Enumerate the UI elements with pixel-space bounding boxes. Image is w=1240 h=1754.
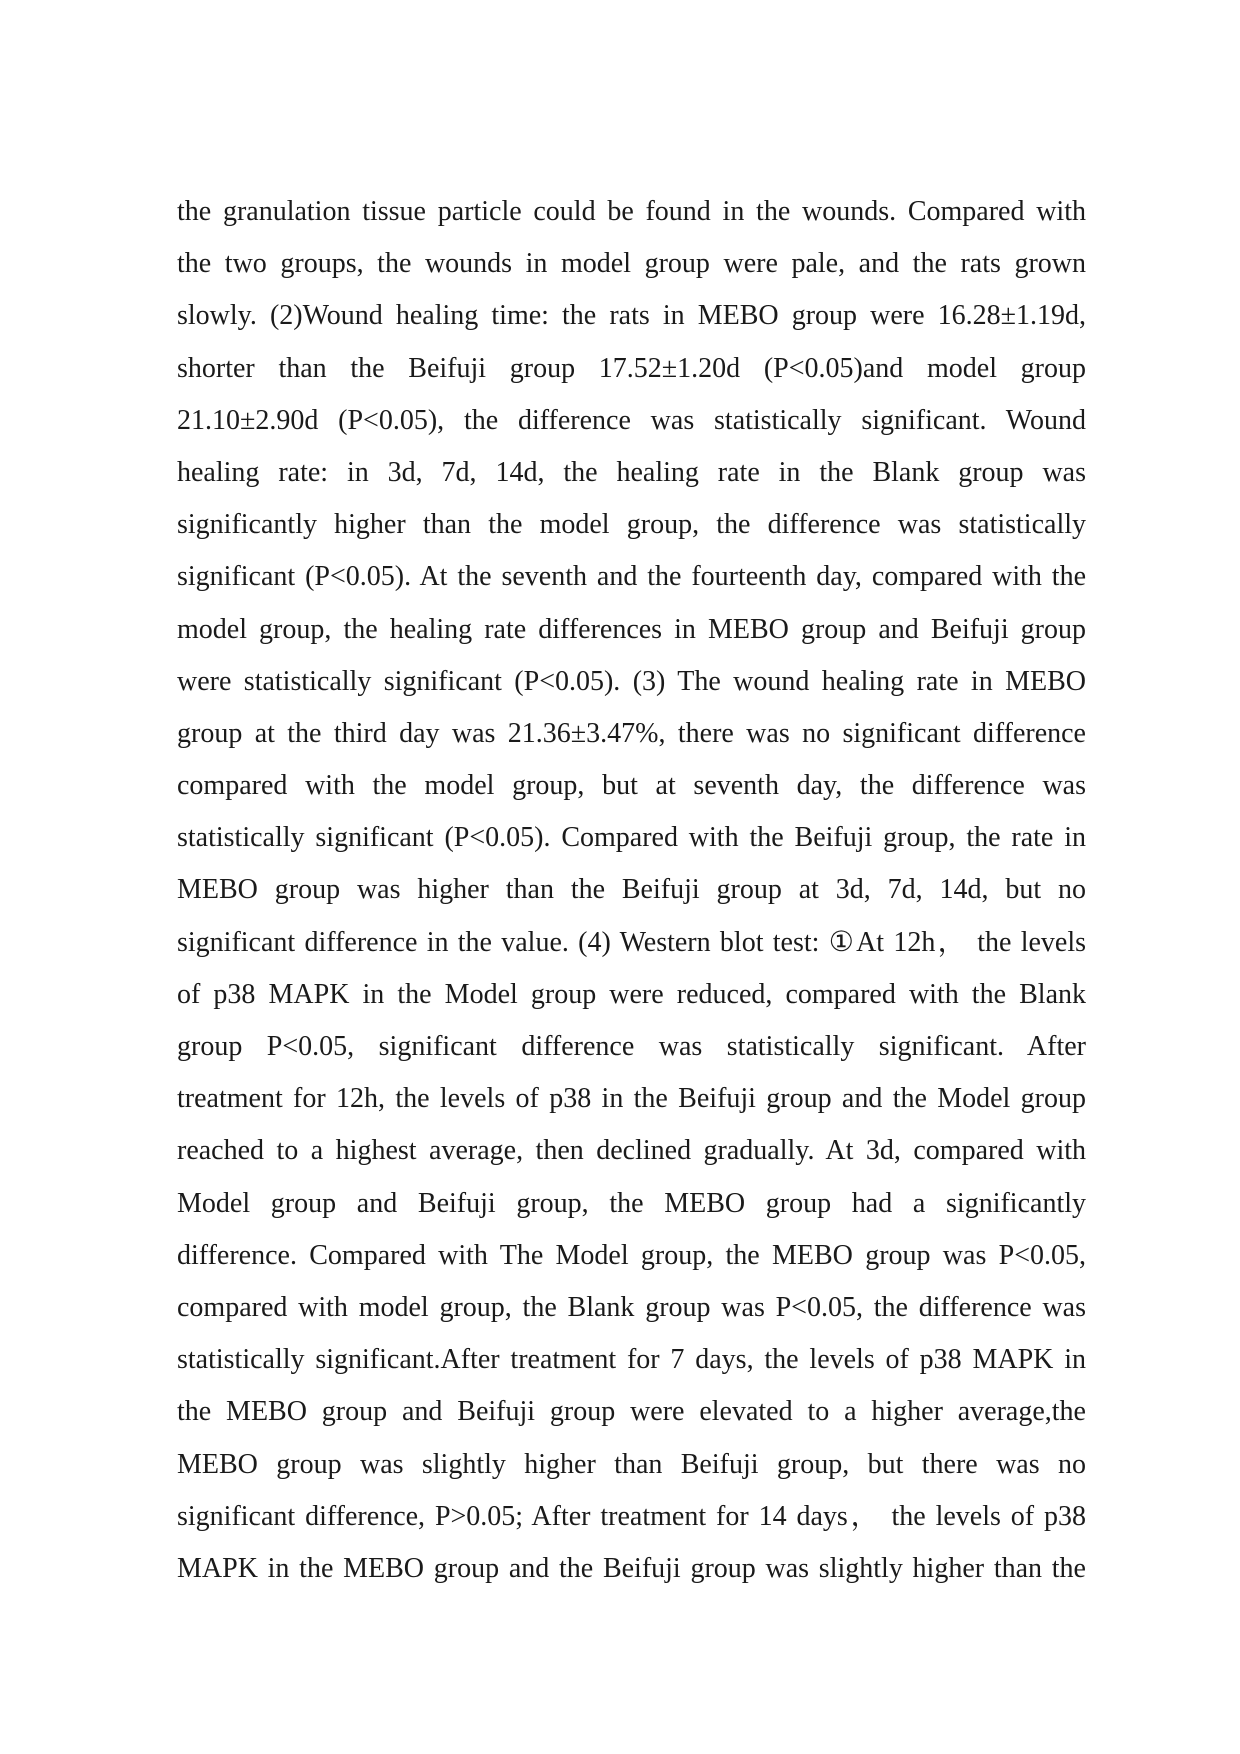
text-line: treatment for 12h, the levels of p38 in the Beifuji group and the Model group <box>177 1083 1086 1115</box>
text-line: significant (P<0.05). At the seventh and the fourteenth day, compared with the <box>177 561 1086 593</box>
text-line: reached to a highest average, then declined gradually. At 3d, compared with <box>177 1135 1086 1167</box>
text-line: 21.10±2.90d (P<0.05), the difference was statistically significant. Wound <box>177 404 1086 436</box>
text-line: significant difference, P>0.05; After treatment for 14 days， the levels of p38 <box>177 1500 1086 1532</box>
text-line: the two groups, the wounds in model group were pale, and the rats grown <box>177 248 1086 280</box>
text-line: MEBO group was slightly higher than Beifuji group, but there was no <box>177 1448 1086 1480</box>
text-line: model group, the healing rate differences in MEBO group and Beifuji group <box>177 613 1086 645</box>
text-line: Model group and Beifuji group, the MEBO group had a significantly <box>177 1187 1086 1219</box>
text-line: group P<0.05, significant difference was statistically significant. After <box>177 1031 1086 1062</box>
text-line: MAPK in the MEBO group and the Beifuji group was slightly higher than the <box>177 1552 1086 1584</box>
text-line: significant difference in the value. (4) Western blot test: ①At 12h， the levels <box>177 926 1086 958</box>
text-line: difference. Compared with The Model group, the MEBO group was P<0.05, <box>177 1239 1086 1271</box>
text-line: compared with the model group, but at seventh day, the difference was <box>177 770 1086 802</box>
text-line: group at the third day was 21.36±3.47%, there was no significant difference <box>177 717 1086 749</box>
text-line: of p38 MAPK in the Model group were reduced, compared with the Blank <box>177 978 1086 1010</box>
text-line: significantly higher than the model group, the difference was statistically <box>177 509 1086 541</box>
text-line: healing rate: in 3d, 7d, 14d, the healing rate in the Blank group was <box>177 456 1086 488</box>
body-text <box>177 186 1086 1595</box>
text-line: statistically significant (P<0.05). Compared with the Beifuji group, the rate in <box>177 822 1086 854</box>
text-line: slowly. (2)Wound healing time: the rats in MEBO group were 16.28±1.19d, <box>177 300 1086 332</box>
text-line: shorter than the Beifuji group 17.52±1.20d (P<0.05)and model group <box>177 352 1086 384</box>
text-line: the granulation tissue particle could be found in the wounds. Compared with <box>177 196 1086 227</box>
text-line: were statistically significant (P<0.05). (3) The wound healing rate in MEBO <box>177 665 1086 697</box>
text-line: statistically significant.After treatment for 7 days, the levels of p38 MAPK in <box>177 1344 1086 1376</box>
text-line: compared with model group, the Blank group was P<0.05, the difference was <box>177 1291 1086 1323</box>
text-line: the MEBO group and Beifuji group were elevated to a higher average,the <box>177 1396 1086 1428</box>
text-line: MEBO group was higher than the Beifuji group at 3d, 7d, 14d, but no <box>177 874 1086 906</box>
